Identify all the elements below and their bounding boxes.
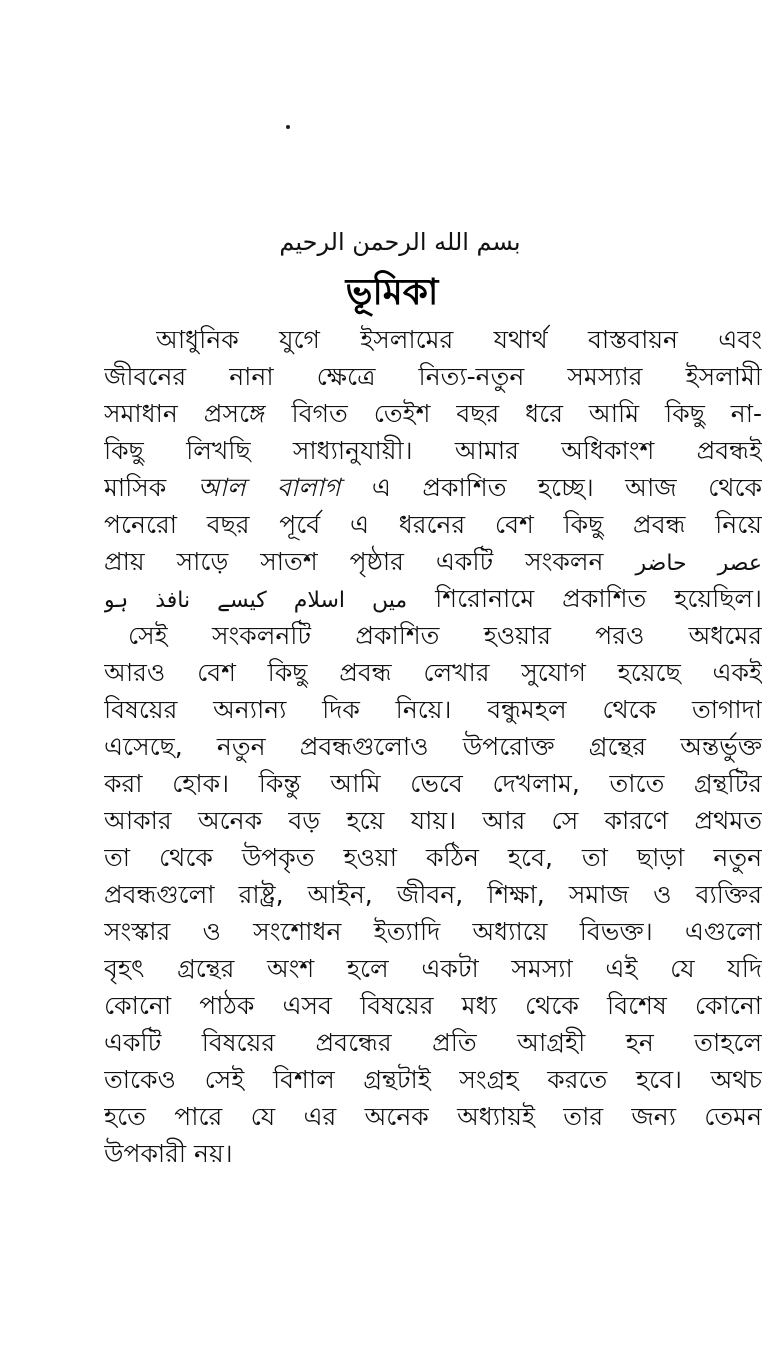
paragraph-line: উপকারী নয়। xyxy=(104,1139,233,1168)
paragraph-line: আধুনিক যুগে ইসলামের যথার্থ বাস্তবায়ন এবং xyxy=(156,325,762,354)
paragraph-line: বৃহৎ গ্রন্থের অংশ হলে একটা সমস্যা এই যে যদি xyxy=(104,954,762,983)
paragraph-line: তাকেও সেই বিশাল গ্রন্থটাই সংগ্রহ করতে হবে। অথচ xyxy=(104,1065,762,1094)
magazine-name: আল বালাগ xyxy=(197,473,341,502)
paragraph-line: পনেরো বছর পূর্বে এ ধরনের বেশ কিছু প্রবন্ধ নিয়ে xyxy=(104,510,762,539)
line-text: প্রায় সাড়ে সাতশ পৃষ্ঠার একটি সংকলন xyxy=(104,547,604,576)
paragraph-line: প্রবন্ধগুলো রাষ্ট্র, আইন, জীবন, শিক্ষা, সমাজ ও ব্যক্তির xyxy=(104,880,762,909)
paragraph-line: করা হোক। কিন্তু আমি ভেবে দেখলাম, তাতে গ্রন্থটির xyxy=(104,769,762,798)
paragraph-line: জীবনের নানা ক্ষেত্রে নিত্য-নতুন সমস্যার ইসলামী xyxy=(104,362,762,391)
line-text: মাসিক xyxy=(104,473,167,502)
urdu-title-part-2: میں اسلام کیسے نافذ ہو xyxy=(104,588,408,613)
line-text: এ প্রকাশিত হচ্ছে। আজ থেকে xyxy=(371,473,762,502)
paragraph-line: একটি বিষয়ের প্রবন্ধের প্রতি আগ্রহী হন তাহলে xyxy=(104,1028,762,1057)
paragraph-line: বিষয়ের অন্যান্য দিক নিয়ে। বন্ধুমহল থেকে তাগাদা xyxy=(104,695,762,724)
line-text: শিরোনামে প্রকাশিত হয়েছিল। xyxy=(435,584,762,613)
page-title: ভূমিকা xyxy=(345,272,439,313)
paragraph-line: হতে পারে যে এর অনেক অধ্যায়ই তার জন্য তেমন xyxy=(104,1102,762,1131)
urdu-title-part-1: عصر حاضر xyxy=(635,551,762,576)
paragraph-line: সংস্কার ও সংশোধন ইত্যাদি অধ্যায়ে বিভক্ত। এগুলো xyxy=(104,917,762,946)
paragraph-line: কিছু লিখছি সাধ্যানুযায়ী। আমার অধিকাংশ প্রবন্ধই xyxy=(104,436,762,465)
paragraph-line: তা থেকে উপকৃত হওয়া কঠিন হবে, তা ছাড়া নতুন xyxy=(104,843,762,872)
paragraph-line: এসেছে, নতুন প্রবন্ধগুলোও উপরোক্ত গ্রন্থের অন্তর্ভুক্ত xyxy=(104,732,762,761)
paragraph-line: আকার অনেক বড় হয়ে যায়। আর সে কারণে প্রথমত xyxy=(104,806,762,835)
paragraph-line: কোনো পাঠক এসব বিষয়ের মধ্য থেকে বিশেষ কোনো xyxy=(104,991,762,1020)
paragraph-line: সেই সংকলনটি প্রকাশিত হওয়ার পরও অধমের xyxy=(128,621,762,650)
basmala-heading: بسم الله الرحمن الرحيم xyxy=(279,228,521,256)
paragraph-line: সমাধান প্রসঙ্গে বিগত তেইশ বছর ধরে আমি কিছু না- xyxy=(104,399,762,428)
page-speck xyxy=(286,125,290,129)
paragraph-line: আরও বেশ কিছু প্রবন্ধ লেখার সুযোগ হয়েছে একই xyxy=(104,658,762,687)
